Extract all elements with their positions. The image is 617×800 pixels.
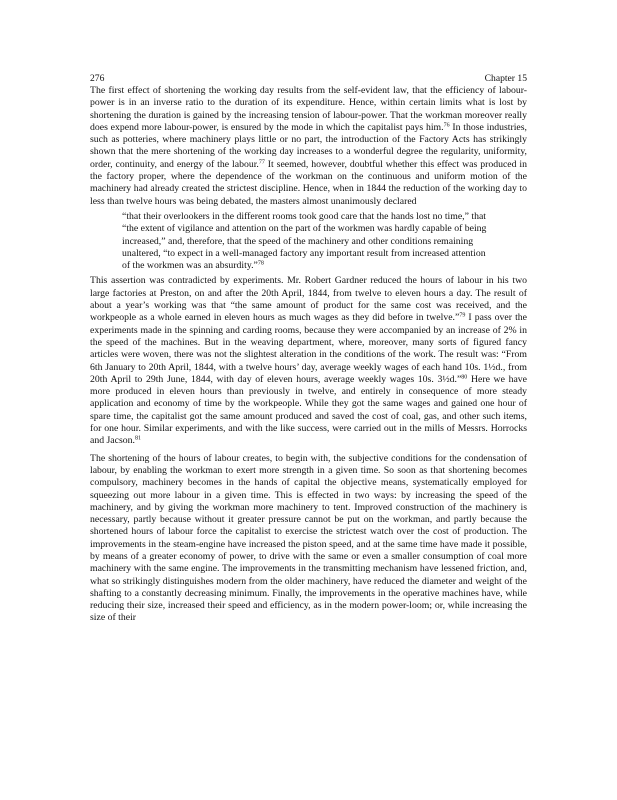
footnote-ref-76[interactable]: 76 bbox=[443, 122, 450, 129]
chapter-label: Chapter 15 bbox=[484, 73, 527, 84]
footnote-ref-80[interactable]: 80 bbox=[461, 374, 468, 381]
footnote-ref-81[interactable]: 81 bbox=[134, 435, 141, 442]
book-page bbox=[90, 72, 527, 625]
text-segment: In those industries, such as potteries, where machinery plays little or no part, the introduction of the Factory Acts has strikingly shown that the mere shortening of the working day increases to a wonderful degree the regularity, uniformity, order, continuity, and energy of the labour. bbox=[90, 121, 527, 170]
paragraph-efficiency bbox=[90, 85, 527, 208]
text-segment: “that their overlookers in the different rooms took good care that the hands lost no time,” that “the extent of vigilance and attention on the part of the workmen was hardly capable of being increased,” and, therefore, that the speed of the machinery and other conditions remaining unaltered, “to expect in a well-managed factory any important result from increased attention of the workmen was an absurdity.” bbox=[122, 210, 487, 272]
page-number: 276 bbox=[90, 73, 105, 84]
block-quote bbox=[122, 211, 488, 272]
quote-text bbox=[122, 211, 488, 272]
running-head bbox=[90, 72, 527, 85]
footnote-ref-77[interactable]: 77 bbox=[258, 159, 265, 166]
footnote-ref-78[interactable]: 78 bbox=[257, 260, 264, 267]
footnote-ref-79[interactable]: 79 bbox=[459, 312, 466, 319]
text-segment: I pass over the experiments made in the spinning and carding rooms, because they were accompanied by an increase of 2% in the speed of the machines. But in the weaving department, where, moreover, many sorts of figured fancy articles were woven, there was not the slightest alteration in the conditions of the work. The result was: “From 6th January to 20th April, 1844, with a twelve hours’ day, average weekly wages of each hand 10s. 1½d., from 20th April to 29th June, 1844, with day of eleven hours, average weekly wages 10s. 3½d.” bbox=[90, 312, 527, 385]
text-segment: The first effect of shortening the working day results from the self-evident law, that the efficiency of labour-power is in an inverse ratio to the duration of its expenditure. Hence, within certain limits what is lost by shortening the duration is gained by the increasing tension of labour-power. That the workman moreover really does expend more labour-power, is ensured by the mode in which the capitalist pays him. bbox=[90, 85, 527, 133]
text-segment: The shortening of the hours of labour creates, to begin with, the subjective conditions for the condensation of labour, by enabling the workman to exert more strength in a given time. So soon as that shortening becomes compulsory, machinery becomes in the hands of capital the objective means, systematically employed for squeezing out more labour in a given time. This is effected in two ways: by increasing the speed of the machinery, and by giving the workman more machinery to tent. Improved construction of the machinery is necessary, partly because without it greater pressure cannot be put on the workman, and partly because the shortened hours of labour force the capitalist to exercise the strictest watch over the cost of production. The improvements in the steam-engine have increased the piston speed, and at the same time have made it possible, by means of a greater economy of power, to drive with the same or even a smaller consumption of coal more machinery with the same engine. The improvements in the transmitting mechanism have lessened friction, and, what so strikingly distinguishes modern from the older machinery, have reduced the diameter and weight of the shafting to a constantly decreasing minimum. Finally, the improvements in the operative machines have, while reducing their size, increased their speed and efficiency, as in the modern power-loom; or, while increasing the size of their bbox=[90, 452, 527, 624]
paragraph-experiments bbox=[90, 275, 527, 447]
text-segment: It seemed, however, doubtful whether this effect was produced in the factory proper, where the dependence of the workman on the continuous and uniform motion of the machinery had already created the strictest discipline. Hence, when in 1844 the reduction of the working day to less than twelve hours was being debated, the masters almost unanimously declared bbox=[90, 158, 527, 207]
paragraph-condensation bbox=[90, 453, 527, 625]
text-segment: This assertion was contradicted by experiments. Mr. Robert Gardner reduced the hours of labour in his two large factories at Preston, on and after the 20th April, 1844, from twelve to eleven hours a day. The result of about a year’s working was that “the same amount of product for the same cost was received, and the workpeople as a whole earned in eleven hours as much wages as they did before in twelve.” bbox=[90, 275, 527, 324]
text-segment: Here we have more produced in eleven hours than previously in twelve, and entirely in consequence of more steady application and economy of time by the workpeople. While they got the same wages and gained one hour of spare time, the capitalist got the same amount produced and saved the cost of coal, gas, and other such items, for one hour. Similar experiments, and with the like success, were carried out in the mills of Messrs. Horrocks and Jacson. bbox=[90, 373, 528, 447]
